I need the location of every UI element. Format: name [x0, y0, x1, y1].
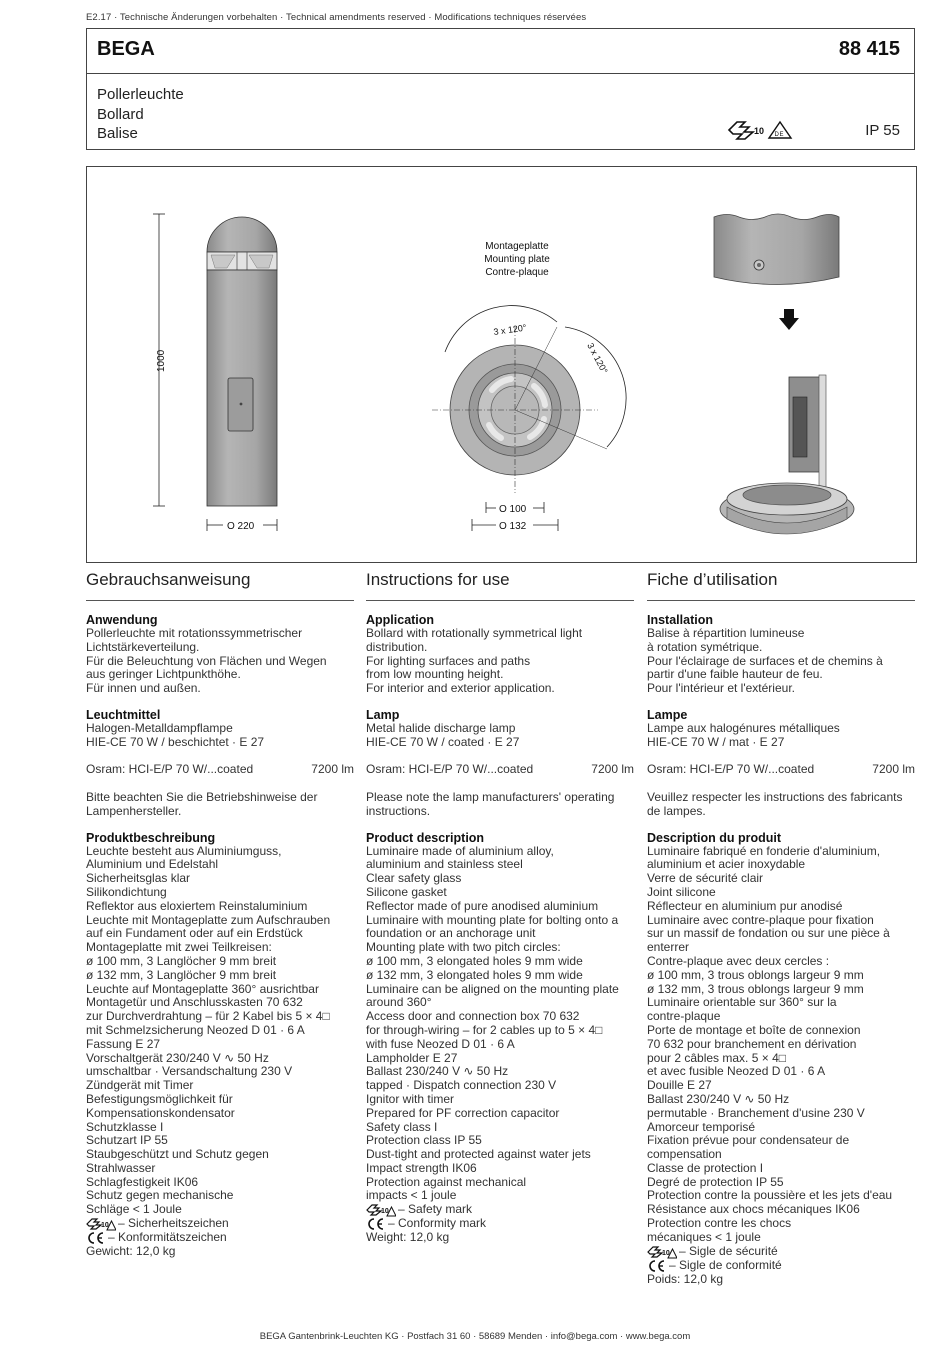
technical-drawing [87, 167, 918, 564]
header-box [86, 28, 915, 150]
text-line: Leuchte auf Montageplatte 360° ausrichtbar [86, 981, 319, 996]
text-line: Impact strength IK06 [366, 1160, 477, 1175]
text-line: contre-plaque [647, 1009, 721, 1024]
text-line: Degré de protection IP 55 [647, 1174, 784, 1189]
text-line: sur un massif de fondation ou sur une pièce à [647, 926, 890, 941]
text-line: Classe de protection I [647, 1160, 764, 1175]
column-title: Fiche d’utilisation [647, 570, 915, 601]
text-line: HIE-CE 70 W / coated · E 27 [366, 734, 520, 749]
lamp-note: Bitte beachten Sie die Betriebshinweise der [86, 789, 318, 804]
safety-mark-icon [647, 1245, 677, 1259]
text-line: Vorschaltgerät 230/240 V ∿ 50 Hz [86, 1050, 269, 1065]
text-line: Zündgerät mit Timer [86, 1078, 194, 1093]
diameter-dimension [207, 519, 277, 532]
angle-label-top: 3 x 120° [492, 322, 528, 337]
text-line: foundation or an anchorage unit [366, 926, 536, 941]
text-line: Luminaire with mounting plate for bolting onto a [366, 912, 619, 927]
lamp-name: Osram: HCI-E/P 70 W/...coated [366, 762, 534, 777]
safety-mark-line [647, 1245, 915, 1259]
column-german [86, 570, 354, 1259]
text-line: Silicone gasket [366, 884, 447, 899]
bollard-elevation [207, 217, 277, 506]
text-line: mit Schmelzsicherung Neozed D 01 · 6 A [86, 1022, 305, 1037]
text-line: Porte de montage et boîte de connexion [647, 1022, 861, 1037]
text-line: Montagetür und Anschlusskasten 70 632 [86, 995, 303, 1010]
text-line: Résistance aux chocs mécaniques IK06 [647, 1202, 860, 1217]
column-title: Gebrauchsanweisung [86, 570, 354, 601]
height-dimension [153, 214, 167, 506]
text-line: Silikondichtung [86, 884, 167, 899]
text-line: tapped · Dispatch connection 230 V [366, 1078, 557, 1093]
conformity-mark-text: – Conformity mark [388, 1216, 487, 1231]
inner-diameter-label: O 100 [499, 504, 527, 515]
text-line: Fassung E 27 [86, 1036, 161, 1051]
text-line: Halogen-Metalldampflampe [86, 720, 233, 735]
weight: Gewicht: 12,0 kg [86, 1244, 176, 1259]
height-label: 1000 [156, 349, 167, 372]
product-name-de: Pollerleuchte [97, 86, 184, 103]
text-line: Luminaire avec contre-plaque pour fixation [647, 912, 874, 927]
text-line: ø 132 mm, 3 elongated holes 9 mm wide [366, 967, 583, 982]
text-line: HIE-CE 70 W / beschichtet · E 27 [86, 734, 265, 749]
text-line: auf ein Fundament oder auf ein Erdstück [86, 926, 303, 941]
text-line: impacts < 1 joule [366, 1188, 457, 1203]
safety-mark-text: – Sigle de sécurité [679, 1243, 778, 1258]
technical-drawing-panel [86, 166, 917, 563]
section-heading: Lampe [647, 707, 688, 722]
text-line: Befestigungsmöglichkeit für [86, 1091, 233, 1106]
text-line: ø 132 mm, 3 trous oblongs largeur 9 mm [647, 981, 864, 996]
text-line: ø 100 mm, 3 elongated holes 9 mm wide [366, 953, 583, 968]
text-line: ø 100 mm, 3 Langlöcher 9 mm breit [86, 953, 277, 968]
column-title: Instructions for use [366, 570, 634, 601]
text-line: Aluminium und Edelstahl [86, 857, 219, 872]
text-line: distribution. [366, 639, 428, 654]
column-french [647, 570, 915, 1286]
text-line: Schutzklasse I [86, 1119, 164, 1134]
text-line: Prepared for PF correction capacitor [366, 1105, 560, 1120]
text-line: Luminaire orientable sur 360° sur la [647, 995, 837, 1010]
plate-label-de: Montageplatte [485, 241, 549, 252]
text-line: aluminium and stainless steel [366, 857, 523, 872]
svg-text:D: D [774, 132, 779, 138]
footer-address: BEGA Gantenbrink-Leuchten KG · Postfach 31 60 · 58689 Menden · info@bega.com · www.bega.com [259, 1331, 691, 1342]
ce-mark-icon [366, 1217, 386, 1231]
text-line: Protection class IP 55 [366, 1133, 482, 1148]
text-line: For lighting surfaces and paths [366, 653, 531, 668]
text-line: ø 132 mm, 3 Langlöcher 9 mm breit [86, 967, 277, 982]
text-line: Réflecteur en aluminium pur anodisé [647, 898, 843, 913]
text-line: Protection contre la poussière et les jets d'eau [647, 1188, 893, 1203]
section-heading: Lamp [366, 707, 400, 722]
text-line: Sicherheitsglas klar [86, 871, 191, 886]
text-line: Kompensationskondensator [86, 1105, 235, 1120]
text-line: with fuse Neozed D 01 · 6 A [366, 1036, 515, 1051]
brand-name: BEGA [97, 38, 155, 60]
text-line: Leuchte mit Montageplatte zum Aufschrauben [86, 912, 331, 927]
conformity-mark-text: – Konformitätszeichen [108, 1230, 227, 1245]
text-line: Lampe aux halogénures métalliques [647, 720, 840, 735]
section-heading: Application [366, 613, 435, 627]
lamp-name: Osram: HCI-E/P 70 W/...coated [86, 762, 254, 777]
text-line: from low mounting height. [366, 667, 504, 682]
text-line: Pour l'éclairage de surfaces et de chemins à [647, 653, 883, 668]
down-arrow-icon [779, 309, 799, 330]
text-line: Fixation prévue pour condensateur de [647, 1133, 850, 1148]
text-line: Douille E 27 [647, 1078, 712, 1093]
mounting-plate-view [432, 306, 626, 493]
article-number: 88 415 [838, 38, 900, 60]
lamp-note: Lampenhersteller. [86, 803, 182, 818]
header-divider [87, 73, 914, 74]
text-line: Für innen und außen. [86, 681, 201, 696]
text-line: Lichtstärkeverteilung. [86, 639, 200, 654]
text-line: et avec fusible Neozed D 01 · 6 A [647, 1064, 826, 1079]
text-line: Reflector made of pure anodised aluminium [366, 898, 599, 913]
text-line: around 360° [366, 995, 432, 1010]
lamp-note: instructions. [366, 803, 431, 818]
text-line: Safety class I [366, 1119, 438, 1134]
text-line: Strahlwasser [86, 1160, 156, 1175]
conformity-mark-line [86, 1231, 354, 1245]
text-line: aus geringer Lichtpunkthöhe. [86, 667, 241, 682]
section-heading: Leuchtmittel [86, 707, 161, 722]
text-line: Schutzart IP 55 [86, 1133, 168, 1148]
text-line: enterrer [647, 940, 690, 955]
text-line: Mounting plate with two pitch circles: [366, 940, 561, 955]
mounting-plate-label [467, 240, 567, 279]
text-line: Dust-tight and protected against water jets [366, 1147, 591, 1162]
text-line: Pour l'intérieur et l'extérieur. [647, 681, 795, 696]
text-line: Protection contre les chocs [647, 1216, 792, 1231]
text-line: à rotation symétrique. [647, 639, 763, 654]
text-line: ø 100 mm, 3 trous oblongs largeur 9 mm [647, 967, 864, 982]
lamp-note: de lampes. [647, 803, 706, 818]
text-line: 70 632 pour branchement en dérivation [647, 1036, 857, 1051]
angle-label-side: 3 x 120° [585, 341, 610, 376]
safety-mark-number: 10 [662, 1249, 670, 1257]
section-heading: Anwendung [86, 613, 158, 627]
ce-mark-icon [86, 1231, 106, 1245]
lamp-note: Veuillez respecter les instructions des fabricants [647, 789, 903, 804]
text-line: Schläge < 1 Joule [86, 1202, 182, 1217]
text-line: HIE-CE 70 W / mat · E 27 [647, 734, 785, 749]
text-line: Protection against mechanical [366, 1174, 527, 1189]
text-line: permutable · Branchement d'usine 230 V [647, 1105, 865, 1120]
text-line: Leuchte besteht aus Aluminiumguss, [86, 843, 282, 858]
section-heading: Product description [366, 830, 485, 845]
conformity-mark-line [366, 1217, 634, 1231]
conformity-mark-line [647, 1259, 915, 1273]
text-line: Contre-plaque avec deux cercles : [647, 953, 830, 968]
lamp-lumen: 7200 lm [591, 762, 634, 777]
text-line: Bollard with rotationally symmetrical light [366, 626, 583, 640]
product-name-fr: Balise [97, 125, 138, 142]
text-line: Ballast 230/240 V ∿ 50 Hz [647, 1091, 790, 1106]
text-line: Schutz gegen mechanische [86, 1188, 234, 1203]
text-line: Ignitor with timer [366, 1091, 455, 1106]
lamp-spec [86, 763, 354, 777]
mark-number: 10 [754, 126, 765, 136]
safety-mark-text: – Sicherheitszeichen [118, 1216, 229, 1231]
enec-mark-icon [727, 119, 797, 141]
plate-dimensions [472, 502, 558, 532]
lamp-spec [366, 763, 634, 777]
lamp-lumen: 7200 lm [872, 762, 915, 777]
conformity-mark-text: – Sigle de conformité [669, 1257, 782, 1272]
text-line: For interior and exterior application. [366, 681, 555, 696]
text-line: Pollerleuchte mit rotationssymmetrischer [86, 626, 303, 640]
safety-mark-icon [366, 1203, 396, 1217]
lamp-lumen: 7200 lm [311, 762, 354, 777]
product-name-en: Bollard [97, 105, 144, 123]
text-line: for through-wiring – for 2 cables up to 5 × 4□ [366, 1022, 603, 1037]
text-line: umschaltbar · Versandschaltung 230 V [86, 1064, 293, 1079]
column-english [366, 570, 634, 1245]
safety-mark-text: – Safety mark [398, 1202, 473, 1217]
text-line: Lampholder E 27 [366, 1050, 458, 1065]
section-heading: Produktbeschreibung [86, 830, 216, 845]
safety-mark-line [86, 1217, 354, 1231]
section-heading: Description du produit [647, 830, 782, 845]
weight: Poids: 12,0 kg [647, 1271, 724, 1286]
text-line: Joint silicone [647, 884, 716, 899]
product-names [97, 85, 184, 144]
text-line: Luminaire fabriqué en fonderie d'aluminium, [647, 843, 881, 858]
safety-mark-number: 10 [381, 1208, 389, 1216]
weight: Weight: 12,0 kg [366, 1230, 450, 1245]
text-line: pour 2 câbles max. 5 × 4□ [647, 1050, 786, 1065]
lamp-name: Osram: HCI-E/P 70 W/...coated [647, 762, 815, 777]
text-line: Ballast 230/240 V ∿ 50 Hz [366, 1064, 509, 1079]
text-line: Luminaire can be aligned on the mounting plate [366, 981, 619, 996]
revision-note: E2.17 · Technische Änderungen vorbehalten · Technical amendments reserved · Modifications techniques réservées [86, 12, 587, 23]
certification-marks [727, 119, 797, 146]
text-line: compensation [647, 1147, 722, 1162]
text-line: aluminium et acier inoxydable [647, 857, 806, 872]
text-line: Access door and connection box 70 632 [366, 1009, 580, 1024]
installation-illustration [714, 214, 854, 534]
text-line: Luminaire made of aluminium alloy, [366, 843, 554, 858]
lamp-note: Please note the lamp manufacturers' operating [366, 789, 615, 804]
outer-diameter-label: O 132 [499, 521, 527, 532]
section-heading: Installation [647, 613, 713, 627]
lamp-spec [647, 763, 915, 777]
text-line: Metal halide discharge lamp [366, 720, 516, 735]
text-line: Schlagfestigkeit IK06 [86, 1174, 199, 1189]
safety-mark-line [366, 1203, 634, 1217]
text-line: Für die Beleuchtung von Flächen und Wegen [86, 653, 327, 668]
text-line: Clear safety glass [366, 871, 462, 886]
safety-mark-icon [86, 1217, 116, 1231]
text-line: mécaniques < 1 joule [647, 1229, 761, 1244]
plate-label-en: Mounting plate [484, 254, 550, 265]
safety-mark-number: 10 [101, 1222, 109, 1230]
ce-mark-icon [647, 1259, 667, 1273]
text-line: Montageplatte mit zwei Teilkreisen: [86, 940, 272, 955]
text-line: Reflektor aus eloxiertem Reinstaluminium [86, 898, 308, 913]
text-line: Verre de sécurité clair [647, 871, 764, 886]
plate-label-fr: Contre-plaque [485, 267, 549, 278]
svg-text:E: E [779, 132, 784, 138]
text-line: Amorceur temporisé [647, 1119, 756, 1134]
text-line: partir d'une faible hauteur de feu. [647, 667, 823, 682]
diameter-label: O 220 [227, 521, 255, 532]
text-line: Staubgeschützt und Schutz gegen [86, 1147, 269, 1162]
text-line: zur Durchverdrahtung – für 2 Kabel bis 5 × 4□ [86, 1009, 330, 1024]
ip-rating: IP 55 [865, 122, 900, 139]
text-line: Balise à répartition lumineuse [647, 626, 805, 640]
